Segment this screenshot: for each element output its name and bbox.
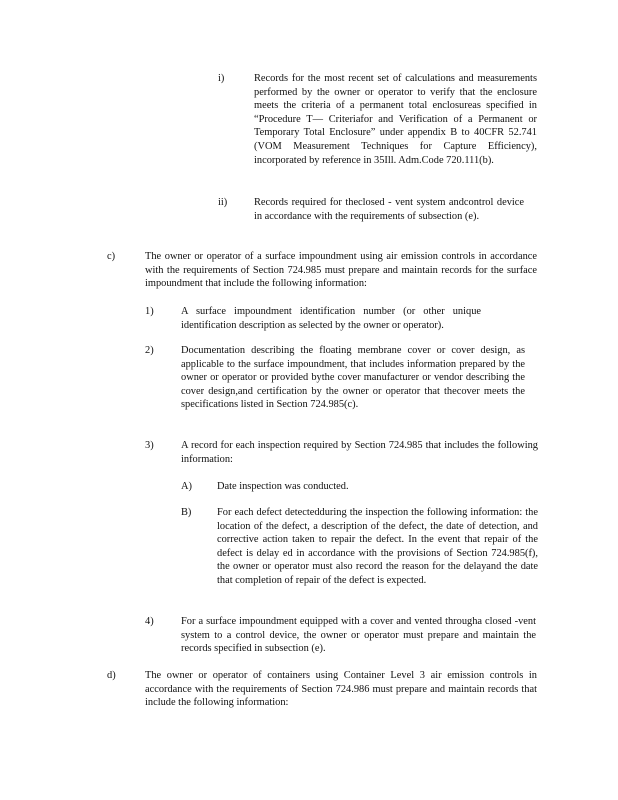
item-label-c3: 3) — [145, 440, 154, 451]
paragraph-c4-vented-cover: For a surface impoundment equipped with a cover and vented througha closed -vent system to a control device, the owner or operator must prepare and maintain the records specified in subsection (e). — [181, 616, 536, 655]
item-label-ii: ii) — [218, 197, 228, 208]
paragraph-c3a-date: Date inspection was conducted. — [217, 481, 349, 492]
item-label-c1: 1) — [145, 306, 154, 317]
paragraph-c3b-defects: For each defect detectedduring the inspection the following information: the location of the defect, a description of the defect, the date of detection, and corrective action taken to repair the defect. In the event that repair of the defect is delay ed in accordance with the provisions of Section 724.985(f), the owner or operator must also record the reason for the delayand the date that completion of repair of the defect is expected. — [217, 507, 538, 586]
item-label-c: c) — [107, 251, 116, 262]
paragraph-c3-inspection-record: A record for each inspection required by Section 724.985 that includes the following information: — [181, 440, 538, 465]
item-label-c2: 2) — [145, 345, 154, 356]
item-label-d: d) — [107, 670, 116, 681]
paragraph-c1-identification: A surface impoundment identification number (or other unique identification description as selected by the owner or operator). — [181, 306, 481, 331]
item-label-c3b: B) — [181, 507, 192, 518]
paragraph-i-calculation-records: Records for the most recent set of calculations and measurements performed by the owner or operator to verify that the enclosure meets the criteria of a permanent total enclosureas specified in “Procedure T— Criteriafor and Verification of a Permanent or Temporary Total Enclosure” under appendix B to 40CFR 52.741 (VOM Measurement Techniques for Capture Efficiency), incorporated by reference in 35Ill. Adm.Code 720.111(b). — [254, 73, 537, 166]
paragraph-d-containers: The owner or operator of containers using Container Level 3 air emission controls in accordance with the requirements of Section 724.986 must prepare and maintain records that include the following information: — [145, 670, 537, 709]
item-label-i: i) — [218, 73, 225, 84]
item-label-c4: 4) — [145, 616, 154, 627]
paragraph-c-surface-impoundment: The owner or operator of a surface impoundment using air emission controls in accordance with the requirements of Section 724.985 must prepare and maintain records for the surface impoundment that include the following information: — [145, 251, 537, 290]
paragraph-ii-closed-vent-records: Records required for theclosed - vent system andcontrol device in accordance with the requirements of subsection (e). — [254, 197, 524, 222]
paragraph-c2-documentation: Documentation describing the floating membrane cover or cover design, as applicable to the surface impoundment, that includes information prepared by the owner or operator or provided bythe cover manufacturer or vendor describing the cover design,and certification by the owner or operator that thecover meets the specifications listed in Section 724.985(c). — [181, 345, 525, 411]
item-label-c3a: A) — [181, 481, 192, 492]
